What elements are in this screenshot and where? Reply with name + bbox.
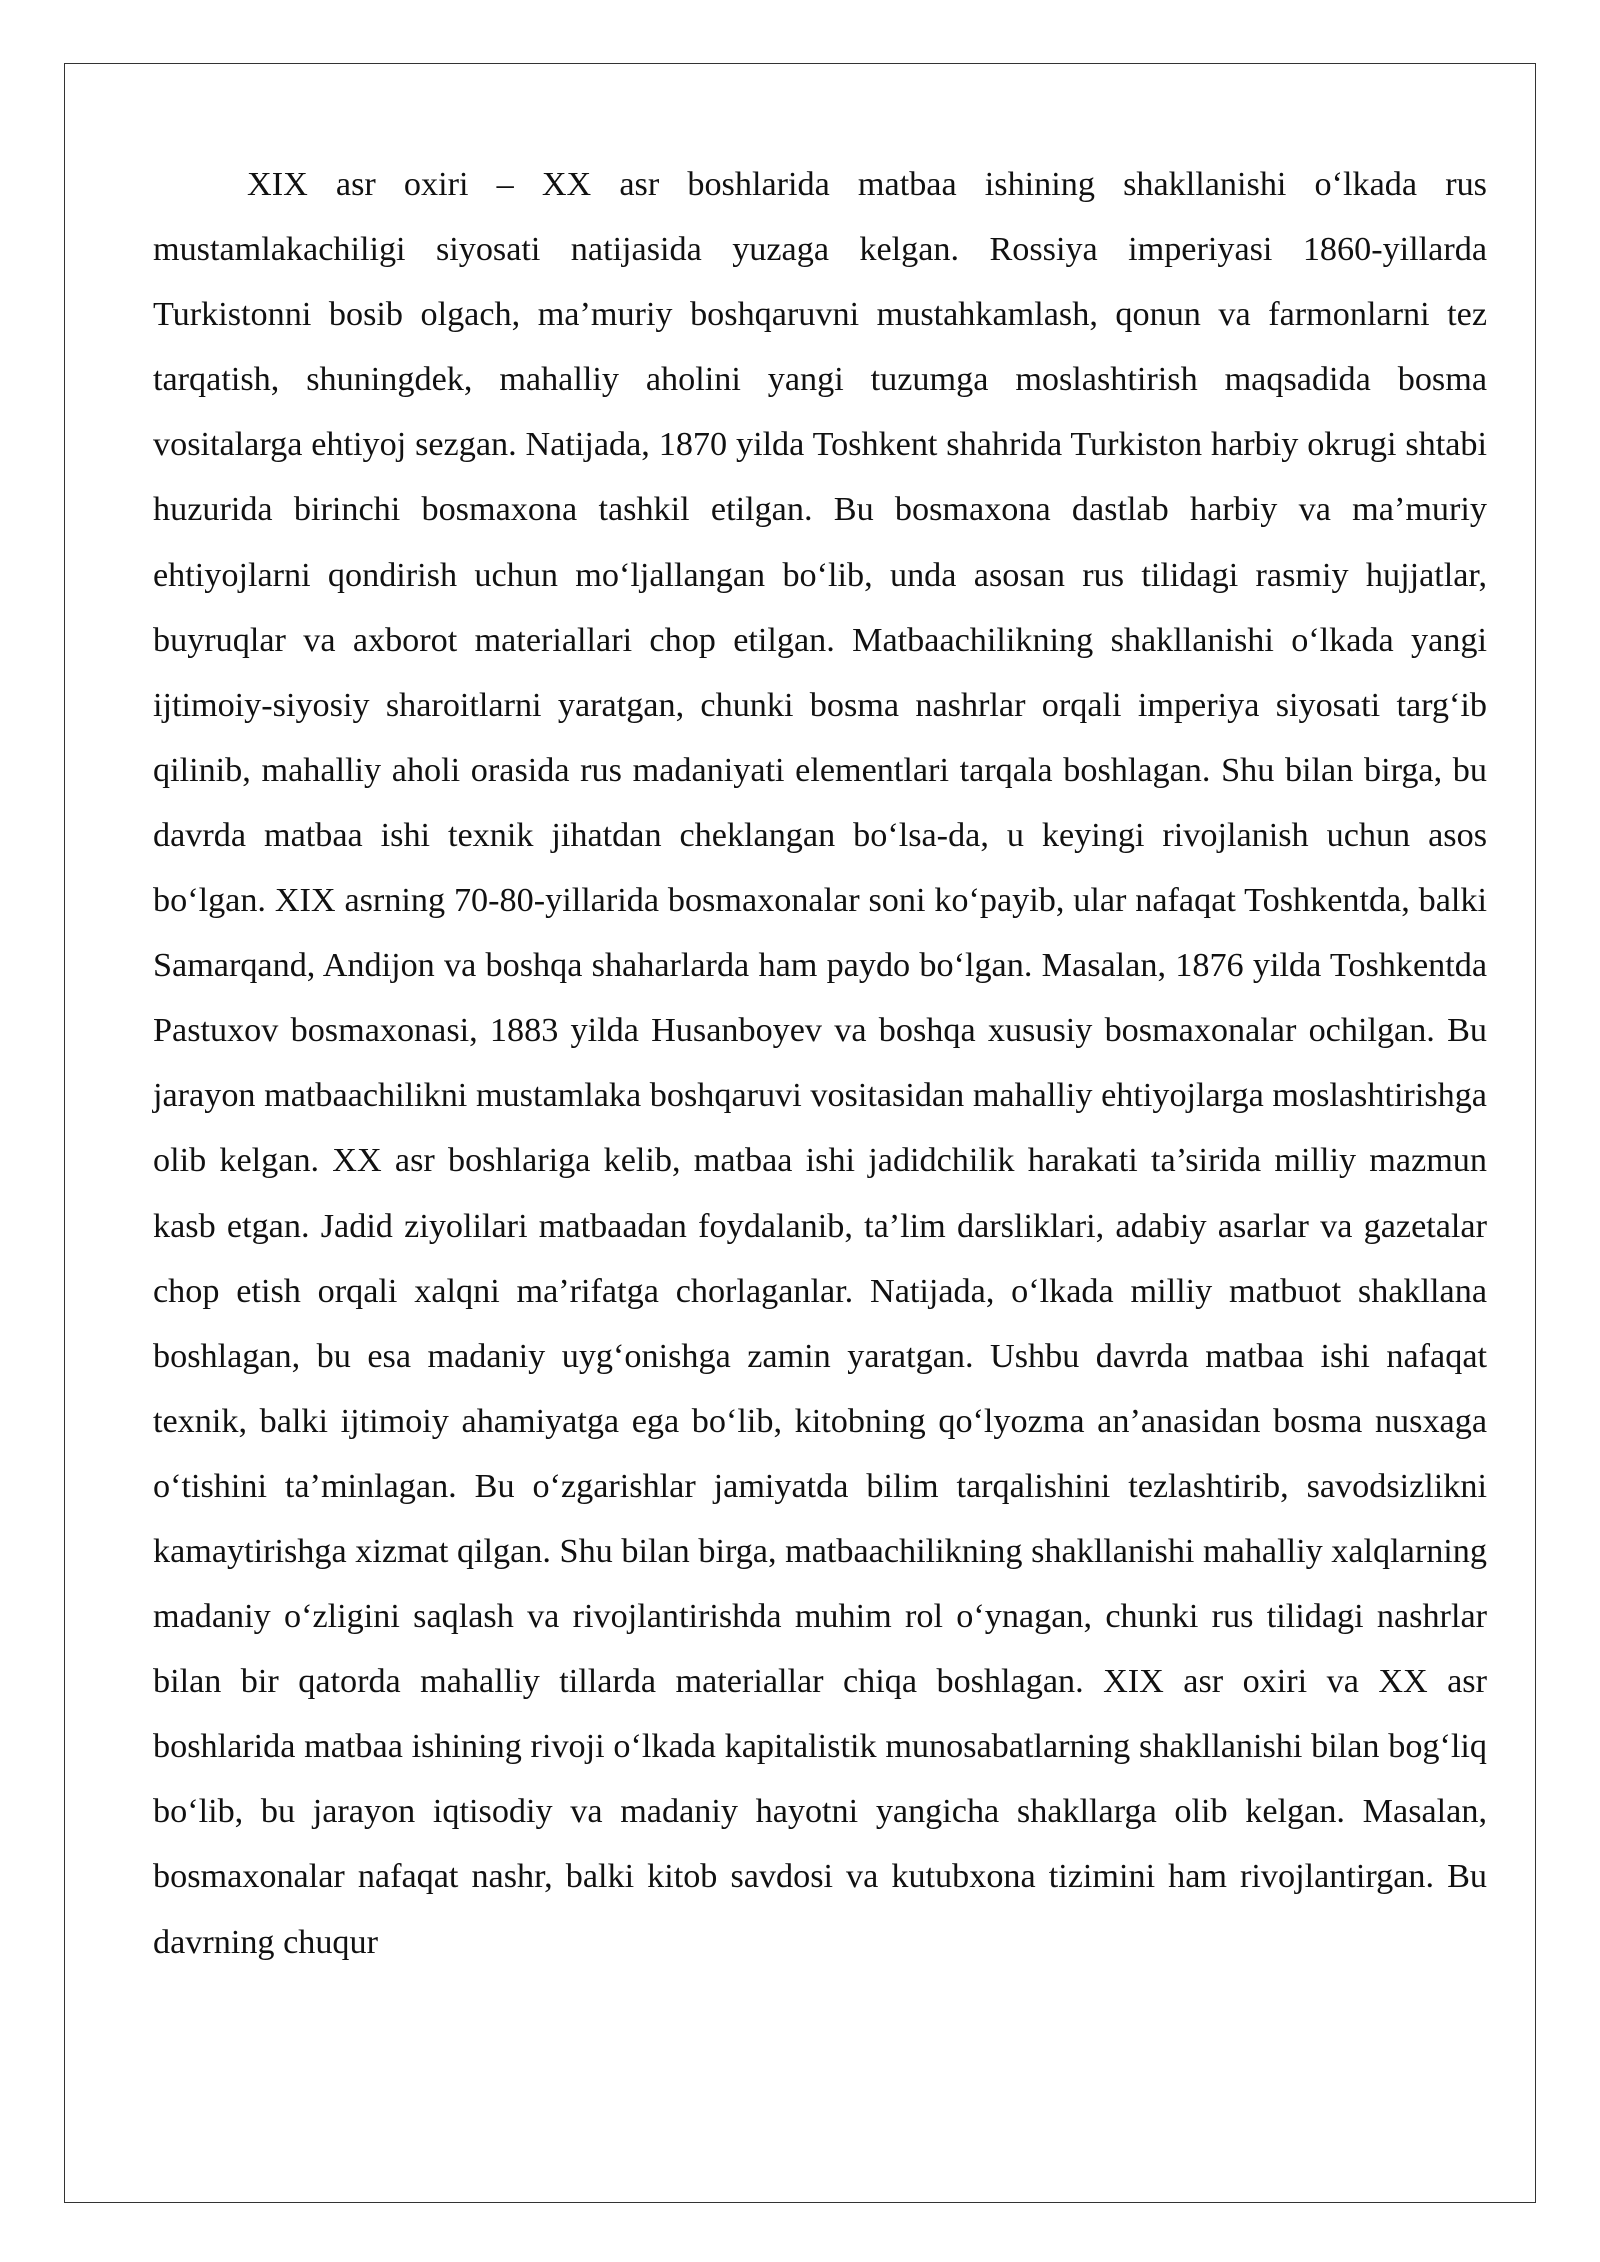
body-paragraph: XIX asr oxiri – XX asr boshlarida matbaa ishining shakllanishi o‘lkada rus mustamlakachiligi siyosati natijasida yuzaga kelgan. Rossiya imperiyasi 1860-yillarda Turkistonni bosib olgach, ma’muriy boshqaruvni mustahkamlash, qonun va farmonlarni tez tarqatish, shuningdek, mahalliy aholini yangi tuzumga moslashtirish maqsadida bosma vositalarga ehtiyoj sezgan. Natijada, 1870 yilda Toshkent shahrida Turkiston harbiy okrugi shtabi huzurida birinchi bosmaxona tashkil etilgan. Bu bosmaxona dastlab harbiy va ma’muriy ehtiyojlarni qondirish uchun mo‘ljallangan bo‘lib, unda asosan rus tilidagi rasmiy hujjatlar, buyruqlar va axborot materiallari chop etilgan. Matbaachilikning shakllanishi o‘lkada yangi ijtimoiy-siyosiy sharoitlarni yaratgan, chunki bosma nashrlar orqali imperiya siyosati targ‘ib qilinib, mahalliy aholi orasida rus madaniyati elementlari tarqala boshlagan. Shu bilan birga, bu davrda matbaa ishi texnik jihatdan cheklangan bo‘lsa-da, u keyingi rivojlanish uchun asos bo‘lgan. XIX asrning 70-80-yillarida bosmaxonalar soni ko‘payib, ular nafaqat Toshkentda, balki Samarqand, Andijon va boshqa shaharlarda ham paydo bo‘lgan. Masalan, 1876 yilda Toshkentda Pastuxov bosmaxonasi, 1883 yilda Husanboyev va boshqa xususiy bosmaxonalar ochilgan. Bu jarayon matbaachilikni mustamlaka boshqaruvi vositasidan mahalliy ehtiyojlarga moslashtirishga olib kelgan. XX asr boshlariga kelib, matbaa ishi jadidchilik harakati ta’sirida milliy mazmun kasb etgan. Jadid ziyolilari matbaadan foydalanib, ta’lim darsliklari, adabiy asarlar va gazetalar chop etish orqali xalqni ma’rifatga chorlaganlar. Natijada, o‘lkada milliy matbuot shakllana boshlagan, bu esa madaniy uyg‘onishga zamin yaratgan. Ushbu davrda matbaa ishi nafaqat texnik, balki ijtimoiy ahamiyatga ega bo‘lib, kitobning qo‘lyozma an’anasidan bosma nusxaga o‘tishini ta’minlagan. Bu o‘zgarishlar jamiyatda bilim tarqalishini tezlashtirib, savodsizlikni kamaytirishga xizmat qilgan. Shu bilan birga, matbaachilikning shakllanishi mahalliy xalqlarning madaniy o‘zligini saqlash va rivojlantirishda muhim rol o‘ynagan, chunki rus tilidagi nashrlar bilan bir qatorda mahalliy tillarda materiallar chiqa boshlagan. XIX asr oxiri va XX asr boshlarida matbaa ishining rivoji o‘lkada kapitalistik munosabatlarning shakllanishi bilan bog‘liq bo‘lib, bu jarayon iqtisodiy va madaniy hayotni yangicha shakllarga olib kelgan. Masalan, bosmaxonalar nafaqat nashr, balki kitob savdosi va kutubxona tizimini ham rivojlantirgan. Bu davrning chuqur bbox=[153, 166, 1487, 1961]
